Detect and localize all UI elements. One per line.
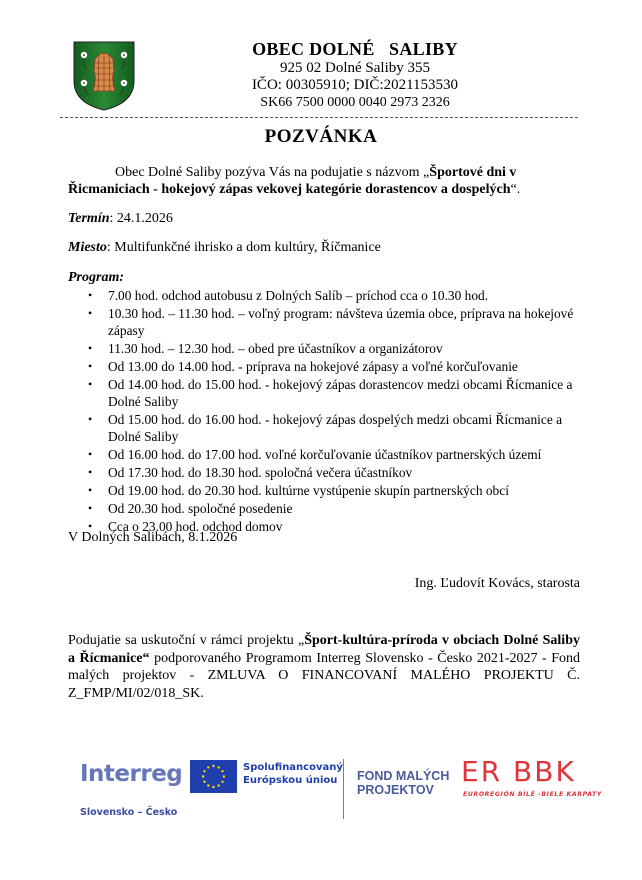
coat-of-arms-icon [73,41,135,111]
bullet-icon: • [88,447,93,461]
program-item: • Od 17.30 hod. do 18.30 hod. spoločná večera účastníkov [88,465,413,480]
bullet-icon: • [88,377,93,391]
program-item: • 7.00 hod. odchod autobusu z Dolných Salíb – príchod cca o 10.30 hod. [88,288,489,303]
bullet-icon: • [88,306,93,320]
bullet-icon: • [88,483,93,497]
intro-text: Obec Dolné Saliby pozýva Vás na podujatie s názvom „ [115,165,430,180]
bullet-icon: • [88,412,93,426]
fond-malych-projektov-logo: FOND MALÝCH PROJEKTOV [357,769,450,797]
bullet-icon: • [88,359,93,373]
eu-cofinanced-label: Spolufinancovaný Európskou úniou [243,762,343,786]
event-date [68,210,173,227]
program-item: • Od 15.00 hod. do 16.00 hod. - hokejový zápas dospelých medzi obcami Řícmanice a Dolné Saliby [88,412,563,444]
project-name: Šport-kultúra-príroda v obciach Dolné Saliby a Řícmanice“ [68,633,580,666]
eu-flag-icon [190,760,237,793]
bullet-icon: • [88,288,93,302]
location-value: : Multifunkčné ihrisko a dom kultúry, Říčmanice [106,240,381,255]
bullet-icon: • [88,465,93,479]
program-label: Program: [68,270,124,285]
date-label: Termín [68,211,110,226]
program-item: • Od 20.30 hod. spoločné posedenie [88,501,293,516]
program-item: • Od 19.00 hod. do 20.30 hod. kultúrne vystúpenie skupín partnerských obcí [88,483,509,498]
sponsor-logos [75,755,610,825]
project-note: Podujatie sa uskutoční v rámci projektu „Šport-kultúra-príroda v obciach Dolné Saliby a Řícmanice“ podporovaného Programom Interreg Slovensko - Česko 2021-2027 - Fond malých projektov - ZMLUVA O FINANCOVANÍ MALÉHO PROJEKTU Č. Z_FMP/MI/02/018_SK. [68,633,581,701]
organization-name: OBEC DOLNÉ SALIBY [252,39,458,59]
organization-iban: SK66 7500 0000 0040 2973 2326 [260,95,450,110]
event-name: Športové dni v Řicmaniciach - hokejový zápas vekovej kategórie dorastencov a dospelých [68,165,517,197]
header-divider [60,117,578,118]
location-label: Miesto [68,240,107,255]
interreg-subtitle: Slovensko – Česko [80,807,178,818]
intro-paragraph [68,164,583,198]
erbbk-subtitle: EUROREGIÓN BÍLÉ -BIELE KARPATY [463,791,602,798]
place-and-date: V Dolných Salibách, 8.1.2026 [68,530,238,545]
document-title: POZVÁNKA [264,126,378,147]
program-item: • 10.30 hod. – 11.30 hod. – voľný program: návšteva územia obce, príprava na hokejové zápasy [88,306,574,338]
bullet-icon: • [88,519,93,533]
organization-address: 925 02 Dolné Saliby 355 [280,60,430,76]
bullet-icon: • [88,501,93,515]
erbbk-logo: ER BBK [461,755,576,788]
bullet-icon: • [88,341,93,355]
event-location [68,239,381,256]
letterhead [200,38,510,111]
program-item: • Cca o 23.00 hod. odchod domov [88,519,283,534]
program-item: • Od 14.00 hod. do 15.00 hod. - hokejový zápas dorastencov medzi obcami Řícmanice a Dolné Saliby [88,377,573,409]
program-list [85,287,585,536]
program-item: • Od 13.00 do 14.00 hod. - príprava na hokejové zápasy a voľné korčuľovanie [88,359,518,374]
logo-separator [343,759,344,819]
signature: Ing. Ľudovít Kovács, starosta [414,576,580,591]
interreg-logo: Interreg [80,761,183,787]
program-item: • Od 16.00 hod. do 17.00 hod. voľné korčuľovanie účastníkov partnerských území [88,447,542,462]
intro-end: “. [510,182,521,197]
program-item: • 11.30 hod. – 12.30 hod. – obed pre účastníkov a organizátorov [88,341,443,356]
organization-ids: IČO: 00305910; DIČ:2021153530 [251,77,459,93]
date-value: : 24.1.2026 [109,211,173,226]
